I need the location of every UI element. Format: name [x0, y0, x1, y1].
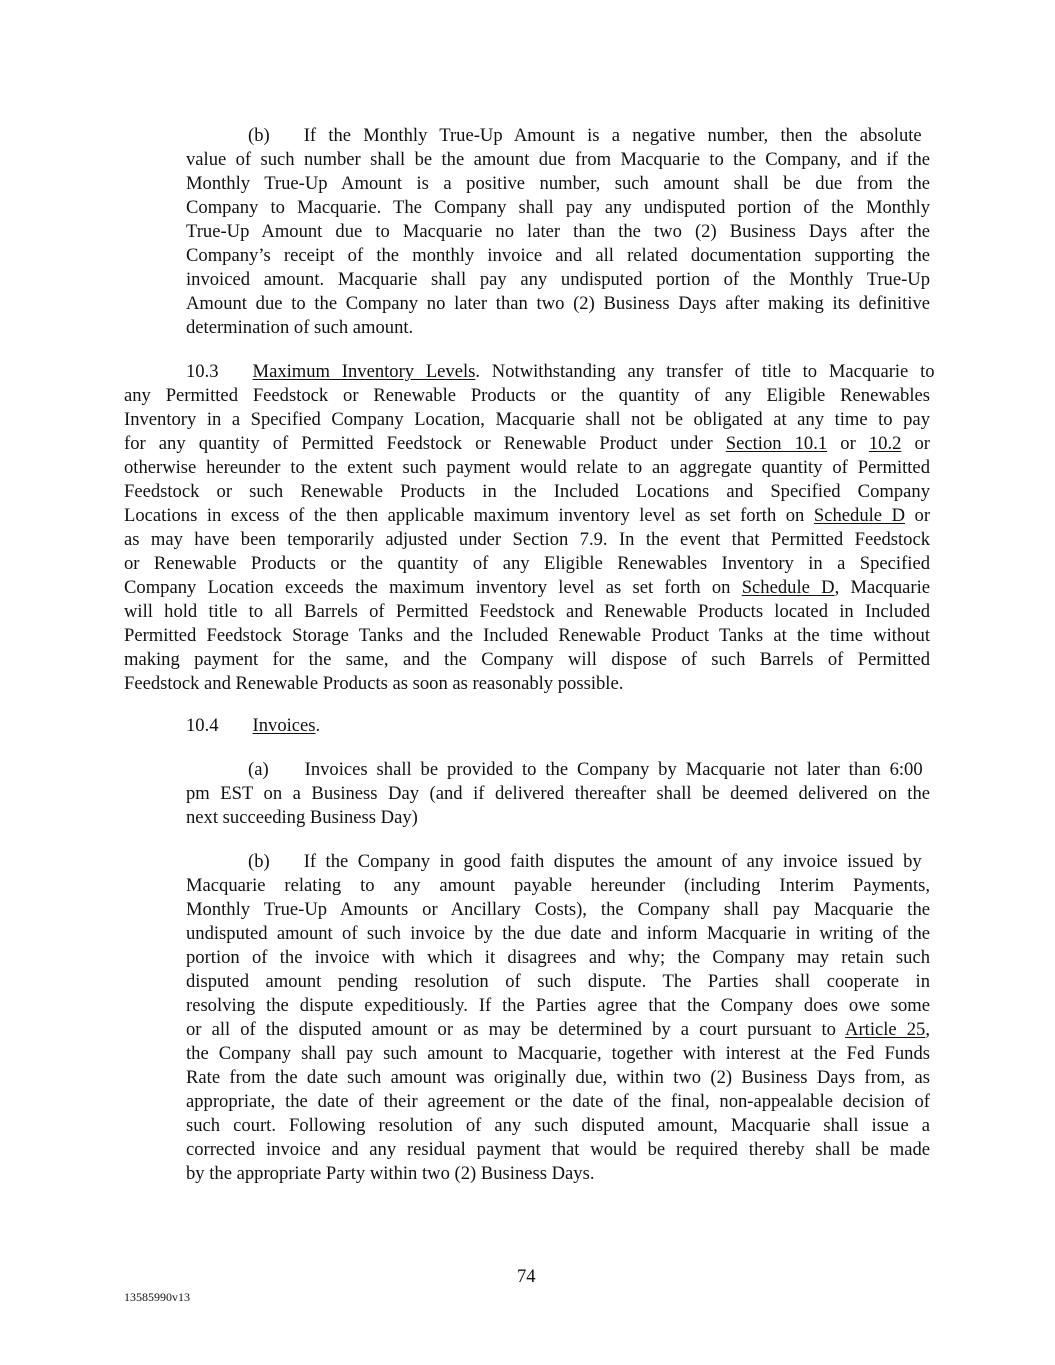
text-line: by the appropriate Party within two (2) Business Days. [186, 1163, 595, 1184]
text-line: If the Company in good faith disputes the amount of any invoice issued by [303, 851, 922, 872]
text-line: Monthly True-Up Amount is a positive number, such amount shall be due from the [186, 173, 930, 194]
text-line: any Permitted Feedstock or Renewable Products or the quantity of any Eligible Renewables [124, 385, 930, 406]
text-line: next succeeding Business Day) [186, 807, 418, 828]
text-line: Feedstock and Renewable Products as soon as reasonably possible. [124, 673, 624, 694]
text-line: Company to Macquarie. The Company shall pay any undisputed portion of the Monthly [186, 197, 930, 218]
text-line: If the Monthly True-Up Amount is a negative number, then the absolute [303, 125, 922, 146]
text-line: or all of the disputed amount or as may be determined by a court pursuant to Article 25, [186, 1019, 930, 1040]
cross-reference-10-2[interactable]: 10.2 [868, 433, 902, 454]
document-page: (b) If the Monthly True-Up Amount is a negative number, then the absolute value of such number shall be the amount due from Macquarie to the Company, and if the Monthly True-Up Amount is a positive number, such amount shall be due from the Company to Macquarie. The Company shall pay any undisputed portion of the Monthly True-Up Amount due to Macquarie no later than the two (2) Business Days after the Company’s receipt of the monthly invoice and all related documentation supporting the invoiced amount. Macquarie shall pay any undisputed portion of the Monthly True-Up Amount due to the Company no later than two (2) Business Days after making its definitive determination of such amount. 10.3 Maximum Inventory Levels. Notwithstanding any transfer of title to Macquarie to any Permitted Feedstock or Renewable Products or the quantity of any Eligible Renewables Inventory in a Specified Company Location, Macquarie shall not be obligated at any time to pay for any quantity of Permitted Feedstock or Renewable Product under Section 10.1 or 10.2 or otherwise hereunder to the extent such payment would relate to an aggregate quantity of Permitted Feedstock or such Renewable Products in the Included Locations and Specified Company Locations in excess of the then applicable maximum inventory level as set forth on Schedule D or as may have been temporarily adjusted under Section 7.9. In the event that Permitted Feedstock or Renewable Products or the quantity of any Eligible Renewables Inventory in a Specified Company Location exceeds the maximum inventory level as set forth on Schedule D, Macquarie will hold title to all Barrels of Permitted Feedstock and Renewable Products located in Included Permitted Feedstock Storage Tanks and the Included Renewable Product Tanks at the time without making payment for the same, and the Company will dispose of such Barrels of Permitted Feedstock and Renewable Products as soon as reasonably possible. 10.4 Invoices. (a) Invoices shall be provided to the Company by Macquarie not later than 6:00 pm EST on a Business Day (and if delivered thereafter shall be deemed delivered on the next succeeding Business Day) (b) If the Company in good faith disputes the amount of any invoice issued by Macquarie relating to any amount payable hereunder (including Interim Payments, Monthly True-Up Amounts or Ancillary Costs), the Company shall pay Macquarie the undisputed amount of such invoice by the due date and inform Macquarie in writing of the portion of the invoice with which it disagrees and why; the Company may retain such disputed amount pending resolution of such dispute. The Parties shall cooperate in resolving the dispute expeditiously. If the Parties agree that the Company does owe some or all of the disputed amount or as may be determined by a court pursuant to Article 25, the Company shall pay such amount to Macquarie, together with interest at the Fed Funds Rate from the date such amount was originally due, within two (2) Business Days from, as appropriate, the date of their agreement or the date of the final, non-appealable decision of such court. Following resolution of any such disputed amount, Macquarie shall issue a corrected invoice and any residual payment that would be required thereby shall be made by the appropriate Party within two (2) Business Days. 74 13585990v13 [0, 0, 1055, 1365]
cross-reference-section-10-1[interactable]: Section 10.1 [725, 433, 828, 454]
text-line: such court. Following resolution of any such disputed amount, Macquarie shall issue a [186, 1115, 930, 1136]
text-line: pm EST on a Business Day (and if delivered thereafter shall be deemed delivered on the [186, 783, 930, 804]
text-line: as may have been temporarily adjusted under Section 7.9. In the event that Permitted Feedstock [124, 529, 930, 550]
clause-label: (a) [248, 759, 269, 780]
document-id: 13585990v13 [124, 1290, 190, 1304]
text-line: Rate from the date such amount was originally due, within two (2) Business Days from, as [186, 1067, 930, 1088]
text-line: making payment for the same, and the Company will dispose of such Barrels of Permitted [124, 649, 930, 670]
clause-label: (b) [248, 125, 270, 146]
text-line: Locations in excess of the then applicable maximum inventory level as set forth on Schedule D or [124, 505, 931, 526]
text-line: invoiced amount. Macquarie shall pay any undisputed portion of the Monthly True-Up [186, 269, 930, 290]
cross-reference-schedule-d[interactable]: Schedule D [813, 505, 905, 526]
text-line: Macquarie relating to any amount payable hereunder (including Interim Payments, [186, 875, 930, 896]
page-number: 74 [517, 1266, 536, 1287]
text-line: Inventory in a Specified Company Location, Macquarie shall not be obligated at any time to pay [124, 409, 930, 430]
section-heading: Maximum Inventory Levels [252, 361, 476, 382]
clause-label: (b) [248, 851, 270, 872]
text-line: for any quantity of Permitted Feedstock or Renewable Product under Section 10.1 or 10.2 or [124, 433, 930, 454]
section-number: 10.4 [186, 715, 219, 736]
text-line: Monthly True-Up Amounts or Ancillary Costs), the Company shall pay Macquarie the [186, 899, 930, 920]
text-line: portion of the invoice with which it disagrees and why; the Company may retain such [186, 947, 930, 968]
text-line: otherwise hereunder to the extent such payment would relate to an aggregate quantity of Permitted [124, 457, 930, 478]
text-line: Permitted Feedstock Storage Tanks and the Included Renewable Product Tanks at the time without [124, 625, 930, 646]
text-line: the Company shall pay such amount to Macquarie, together with interest at the Fed Funds [186, 1043, 930, 1064]
text-line: value of such number shall be the amount due from Macquarie to the Company, and if the [186, 149, 930, 170]
cross-reference-article-25[interactable]: Article 25 [845, 1019, 926, 1040]
text-line: appropriate, the date of their agreement or the date of the final, non-appealable decision of [186, 1091, 930, 1112]
text-line: resolving the dispute expeditiously. If the Parties agree that the Company does owe some [186, 995, 930, 1016]
section-heading: Invoices [252, 715, 316, 736]
text-line: will hold title to all Barrels of Permitted Feedstock and Renewable Products located in Included [124, 601, 930, 622]
text-line: Amount due to the Company no later than two (2) Business Days after making its definitive [186, 293, 930, 314]
section-number: 10.3 [186, 361, 219, 382]
cross-reference-schedule-d[interactable]: Schedule D [741, 577, 835, 598]
text-line: Invoices shall be provided to the Company by Macquarie not later than 6:00 [304, 759, 923, 780]
text-line: Feedstock or such Renewable Products in the Included Locations and Specified Company [124, 481, 930, 502]
text-line: corrected invoice and any residual payment that would be required thereby shall be made [186, 1139, 930, 1160]
text-line: disputed amount pending resolution of such dispute. The Parties shall cooperate in [186, 971, 930, 992]
text-line: undisputed amount of such invoice by the due date and inform Macquarie in writing of the [186, 923, 930, 944]
text-line: True-Up Amount due to Macquarie no later than the two (2) Business Days after the [186, 221, 930, 242]
text-line: or Renewable Products or the quantity of any Eligible Renewables Inventory in a Specified [124, 553, 930, 574]
text-line: determination of such amount. [186, 317, 414, 338]
text-line: Company’s receipt of the monthly invoice and all related documentation supporting the [186, 245, 930, 266]
text-line: Company Location exceeds the maximum inventory level as set forth on Schedule D, Macquarie [124, 577, 931, 598]
